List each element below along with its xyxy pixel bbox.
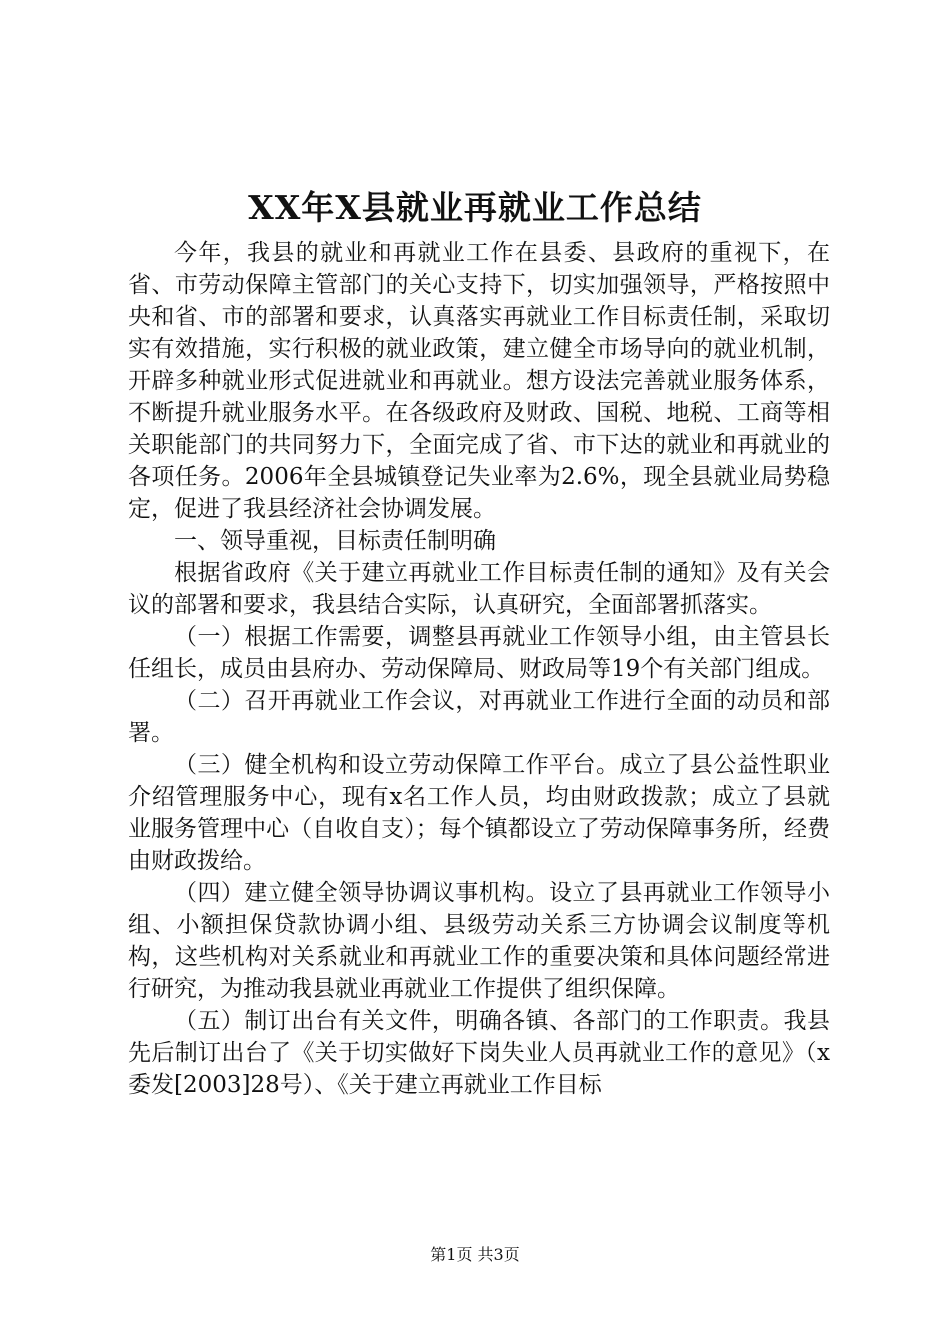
paragraph-intro: 今年，我县的就业和再就业工作在县委、县政府的重视下，在省、市劳动保障主管部门的关心支持下，切实加强领导，严格按照中央和省、市的部署和要求，认真落实再就业工作目标责任制，采取切实有效措施，实行积极的就业政策，建立健全市场导向的就业机制，开辟多种就业形式促进就业和再就业。想方设法完善就业服务体系，不断提升就业服务水平。在各级政府及财政、国税、地税、工商等相关职能部门的共同努力下，全面完成了省、市下达的就业和再就业的各项任务。2006年全县城镇登记失业率为2.6%，现全县就业局势稳定，促进了我县经济社会协调发展。 <box>128 240 830 522</box>
document-body <box>128 237 830 1101</box>
paragraph-item-5: （五）制订出台有关文件，明确各镇、各部门的工作职责。我县先后制订出台了《关于切实做好下岗失业人员再就业工作的意见》（x委发[2003]28号）、《关于建立再就业工作目标 <box>128 1008 830 1098</box>
paragraph-item-2: （二）召开再就业工作会议，对再就业工作进行全面的动员和部署。 <box>128 688 830 746</box>
document-title: XX年X县就业再就业工作总结 <box>248 188 702 227</box>
paragraph-item-4: （四）建立健全领导协调议事机构。设立了县再就业工作领导小组、小额担保贷款协调小组、县级劳动关系三方协调会议制度等机构，这些机构对关系就业和再就业工作的重要决策和具体问题经常进行研究，为推动我县就业再就业工作提供了组织保障。 <box>128 880 830 1002</box>
paragraph-item-3: （三）健全机构和设立劳动保障工作平台。成立了县公益性职业介绍管理服务中心，现有x名工作人员，均由财政拨款；成立了县就业服务管理中心（自收自支）；每个镇都设立了劳动保障事务所，经费由财政拨给。 <box>128 752 830 874</box>
page-footer: 第1页 共3页 <box>430 1245 520 1264</box>
paragraph-item-1: （一）根据工作需要，调整县再就业工作领导小组，由主管县长任组长，成员由县府办、劳动保障局、财政局等19个有关部门组成。 <box>128 624 830 682</box>
section-heading-1: 一、领导重视，目标责任制明确 <box>174 528 496 554</box>
paragraph-section-1: 根据省政府《关于建立再就业工作目标责任制的通知》及有关会议的部署和要求，我县结合实际，认真研究，全面部署抓落实。 <box>128 560 830 618</box>
